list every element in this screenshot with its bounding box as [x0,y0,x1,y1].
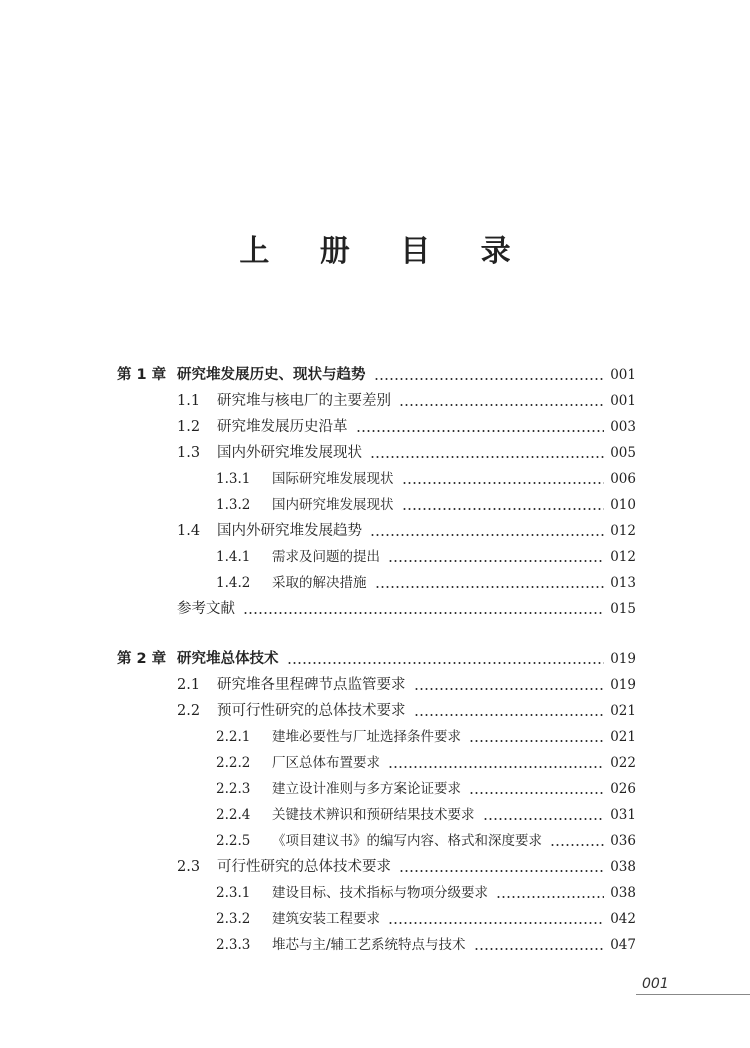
toc-entry-title: 国内外研究堆发展趋势 [217,523,362,539]
dot-leader [483,818,605,820]
dot-leader [374,378,605,380]
toc-entry[interactable] [216,880,636,902]
dot-leader [414,714,605,716]
toc-entry-page: 038 [610,885,636,901]
toc-entry-title: 预可行性研究的总体技术要求 [217,703,406,719]
dot-leader [550,844,604,846]
toc-entry-page: 001 [610,393,636,409]
toc-entry-number: 2.2.4 [216,807,251,823]
toc-entry-number: 2.3 [177,859,201,875]
toc-entry-page: 006 [610,471,636,487]
dot-leader [388,560,604,562]
toc-entry-title: 堆芯与主/辅工艺系统特点与技术 [272,937,466,953]
toc-entry[interactable] [177,698,636,720]
toc-entry-title: 研究堆总体技术 [177,651,279,667]
dot-leader [370,534,604,536]
toc-entry-page: 003 [610,419,636,435]
dot-leader [375,586,605,588]
toc-entry[interactable] [216,492,636,514]
toc-entry[interactable] [216,544,636,566]
dot-leader [496,896,604,898]
toc-entry[interactable] [177,518,636,540]
dot-leader [388,766,604,768]
dot-leader [287,662,605,664]
toc-entry-page: 010 [610,497,636,513]
toc-entry-page: 042 [610,911,636,927]
toc-entry-number: 1.3.1 [216,471,251,487]
toc-entry-number: 2.2.3 [216,781,251,797]
toc-entry[interactable] [177,596,636,618]
toc-entry-title: 研究堆各里程碑节点监管要求 [217,677,406,693]
toc-entry[interactable] [117,362,636,384]
dot-leader [370,456,604,458]
footer-rule [636,994,750,995]
toc-entry-title: 研究堆与核电厂的主要差别 [217,393,391,409]
toc-entry-title: 国内外研究堆发展现状 [217,445,362,461]
toc-entry-number: 1.3 [177,445,201,461]
toc-entry[interactable] [177,672,636,694]
page-number: 001 [642,976,669,992]
toc-entry[interactable] [117,646,636,668]
toc-entry[interactable] [216,724,636,746]
toc-entry-number: 第 2 章 [117,651,167,667]
toc-entry-number: 1.3.2 [216,497,251,513]
toc-entry-title: 国际研究堆发展现状 [272,471,394,487]
dot-leader [474,948,605,950]
toc-entry[interactable] [177,388,636,410]
toc-entry-title: 《项目建议书》的编写内容、格式和深度要求 [272,833,542,849]
toc-entry-page: 022 [610,755,636,771]
toc-entry-page: 031 [610,807,636,823]
toc-entry[interactable] [216,906,636,928]
toc-entry[interactable] [177,414,636,436]
toc-entry[interactable] [216,466,636,488]
toc-entry-title: 建立设计准则与多方案论证要求 [272,781,461,797]
toc-entry[interactable] [216,750,636,772]
dot-leader [469,740,604,742]
toc-entry[interactable] [216,776,636,798]
toc-entry-title: 建筑安装工程要求 [272,911,380,927]
toc-entry-page: 026 [610,781,636,797]
toc-entry[interactable] [177,440,636,462]
toc-entry-title: 关键技术辨识和预研结果技术要求 [272,807,475,823]
toc-entry-number: 2.3.1 [216,885,251,901]
toc-entry-page: 013 [610,575,636,591]
page-title: 上 册 目 录 [239,234,531,269]
dot-leader [356,430,605,432]
toc-entry-number: 2.3.2 [216,911,251,927]
toc-entry-page: 047 [610,937,636,953]
toc-entry-title: 国内研究堆发展现状 [272,497,394,513]
toc-entry-title: 研究堆发展历史、现状与趋势 [177,367,366,383]
dot-leader [402,482,605,484]
toc-entry-page: 021 [610,703,636,719]
toc-entry-number: 2.2.5 [216,833,251,849]
toc-entry-page: 005 [610,445,636,461]
toc-entry-number: 2.2.1 [216,729,251,745]
toc-entry-page: 019 [610,651,636,667]
toc-entry-title: 参考文献 [177,601,235,617]
toc-entry-number: 2.1 [177,677,201,693]
toc-entry-title: 采取的解决措施 [272,575,367,591]
toc-entry[interactable] [216,570,636,592]
dot-leader [399,870,604,872]
toc-entry-page: 019 [610,677,636,693]
toc-entry-page: 012 [610,549,636,565]
toc-entry-number: 1.1 [177,393,201,409]
toc-entry-number: 1.2 [177,419,201,435]
toc-entry-title: 厂区总体布置要求 [272,755,380,771]
toc-entry-number: 2.2 [177,703,201,719]
dot-leader [243,612,604,614]
dot-leader [399,404,604,406]
toc-entry-page: 021 [610,729,636,745]
toc-entry-title: 可行性研究的总体技术要求 [217,859,391,875]
toc-entry-page: 001 [610,367,636,383]
toc-entry-title: 研究堆发展历史沿革 [217,419,348,435]
toc-entry-number: 第 1 章 [117,367,167,383]
toc-entry-title: 建设目标、技术指标与物项分级要求 [272,885,488,901]
toc-entry[interactable] [216,828,636,850]
toc-entry-number: 2.3.3 [216,937,251,953]
toc-entry-title: 需求及问题的提出 [272,549,380,565]
toc-entry[interactable] [177,854,636,876]
toc-entry-number: 1.4.1 [216,549,251,565]
dot-leader [469,792,604,794]
toc-entry-page: 038 [610,859,636,875]
toc-entry-number: 1.4 [177,523,201,539]
toc-entry[interactable] [216,932,636,954]
toc-entry-page: 036 [610,833,636,849]
toc-entry-page: 012 [610,523,636,539]
toc-entry-page: 015 [610,601,636,617]
toc-entry[interactable] [216,802,636,824]
toc-entry-number: 1.4.2 [216,575,251,591]
dot-leader [402,508,605,510]
dot-leader [414,688,605,690]
toc-entry-title: 建堆必要性与厂址选择条件要求 [272,729,461,745]
toc-entry-number: 2.2.2 [216,755,251,771]
dot-leader [388,922,604,924]
